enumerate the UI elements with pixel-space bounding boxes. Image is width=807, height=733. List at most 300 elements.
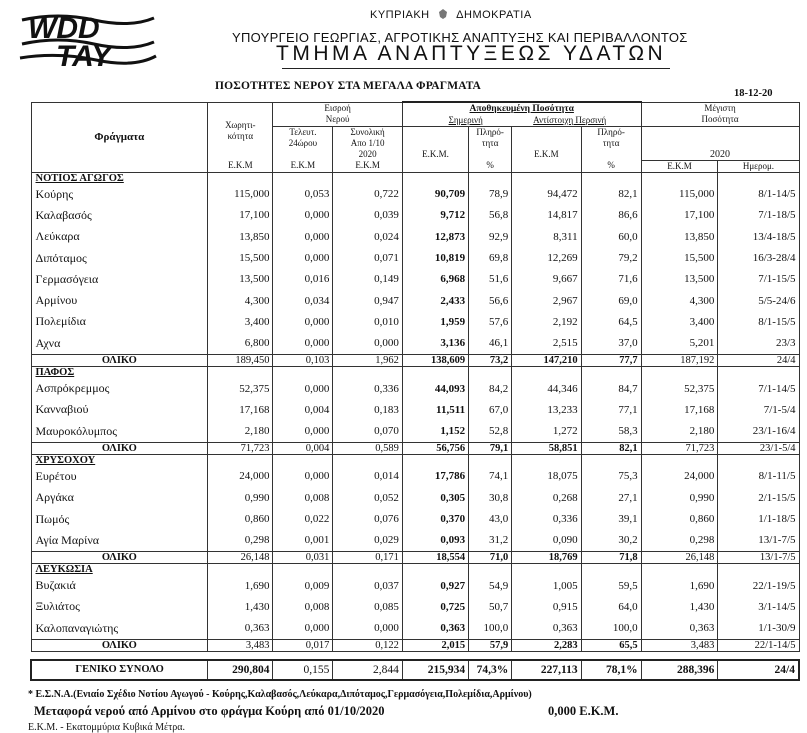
dam-storage-table <box>30 101 800 681</box>
section-filler <box>581 563 641 575</box>
max-quantity: 17,100 <box>641 205 718 226</box>
max-quantity: 4,300 <box>641 290 718 311</box>
spacer <box>31 651 799 660</box>
dam-name: Διπόταμος <box>31 247 208 268</box>
section-title <box>31 172 208 184</box>
section-total-row <box>31 551 799 563</box>
stored-last-year: 2,192 <box>512 311 581 332</box>
table-row <box>31 184 799 205</box>
table-row <box>31 487 799 508</box>
table-row <box>31 311 799 332</box>
stored-last-year: 12,269 <box>512 247 581 268</box>
coat-of-arms-icon <box>437 8 449 20</box>
max-quantity: 24,000 <box>641 466 718 487</box>
fill-today: 51,6 <box>469 269 512 290</box>
table-header <box>31 102 799 172</box>
stored-today: 90,709 <box>402 184 468 205</box>
report-date: 18-12-20 <box>734 88 773 99</box>
dam-name: Καλοπαναγιώτης <box>31 618 208 640</box>
table-row <box>31 205 799 226</box>
max-date: 16/3-28/4 <box>718 247 799 268</box>
section-filler <box>469 172 512 184</box>
max-quantity: 5,201 <box>641 333 718 355</box>
stored-last-year: 8,311 <box>512 226 581 247</box>
section-filler <box>333 172 402 184</box>
col-last-unit: Ε.Κ.Μ <box>512 127 581 161</box>
stored-last-year: 0,363 <box>512 618 581 640</box>
section-filler <box>512 172 581 184</box>
fill-last-year: 100,0 <box>581 618 641 640</box>
max-date: 8/1-15/5 <box>718 311 799 332</box>
max-date: 22/1-19/5 <box>718 575 799 596</box>
dam-name: Ευρέτου <box>31 466 208 487</box>
table-row <box>31 399 799 420</box>
fill-last-year: 58,3 <box>581 420 641 442</box>
inflow-total: 0,122 <box>333 639 402 651</box>
inflow-total: 0,076 <box>333 508 402 529</box>
section-filler <box>512 454 581 466</box>
section-header <box>31 366 799 378</box>
inflow-24h: 0,103 <box>273 354 333 366</box>
table-row <box>31 575 799 596</box>
fill-last-year: 64,0 <box>581 596 641 617</box>
max-quantity: 13,500 <box>641 269 718 290</box>
section-filler <box>208 454 273 466</box>
max-date: 23/1-16/4 <box>718 420 799 442</box>
col-last-year: Αντίστοιχη Περσινή <box>533 115 607 125</box>
total-label: ΟΛΙΚΟ <box>31 639 208 651</box>
max-date: 23/1-5/4 <box>718 442 799 454</box>
stored-last-year: 9,667 <box>512 269 581 290</box>
stored-last-year: 13,233 <box>512 399 581 420</box>
max-quantity: 0,990 <box>641 487 718 508</box>
capacity: 0,860 <box>208 508 273 529</box>
unit-inflow-total: Ε.Κ.Μ <box>333 160 402 172</box>
table-row <box>31 508 799 529</box>
capacity: 3,400 <box>208 311 273 332</box>
total-label: ΟΛΙΚΟ <box>31 551 208 563</box>
fill-last-year: 65,5 <box>581 639 641 651</box>
capacity: 15,500 <box>208 247 273 268</box>
fill-today: 57,6 <box>469 311 512 332</box>
section-filler <box>469 563 512 575</box>
capacity: 17,168 <box>208 399 273 420</box>
section-filler <box>402 454 468 466</box>
stored-last-year: 2,515 <box>512 333 581 355</box>
section-title-text: ΠΑΦΟΣ <box>35 366 75 378</box>
stored-today: 0,725 <box>402 596 468 617</box>
inflow-total: 0,171 <box>333 551 402 563</box>
section-filler <box>273 366 333 378</box>
fill-last-year: 82,1 <box>581 442 641 454</box>
section-filler <box>273 563 333 575</box>
transfer-value: 0,000 Ε.Κ.Μ. <box>548 704 619 718</box>
inflow-total: 1,962 <box>333 354 402 366</box>
stored-today: 9,712 <box>402 205 468 226</box>
fill-today: 71,0 <box>469 551 512 563</box>
col-stored-group: Αποθηκευμένη Ποσότητα Σημερινή Αντίστοιχη Περσινή <box>402 102 641 127</box>
col-max-date: Ημερομ. <box>718 160 799 172</box>
section-filler <box>718 563 799 575</box>
max-quantity: 187,192 <box>641 354 718 366</box>
section-filler <box>208 172 273 184</box>
dam-name: Αχνα <box>31 333 208 355</box>
max-date: 1/1-18/5 <box>718 508 799 529</box>
capacity: 26,148 <box>208 551 273 563</box>
grand-total-row <box>31 660 799 680</box>
stored-last-year: 2,967 <box>512 290 581 311</box>
inflow-total: 0,014 <box>333 466 402 487</box>
max-quantity: 2,180 <box>641 420 718 442</box>
fill-last-year: 64,5 <box>581 311 641 332</box>
max-date: 13/4-18/5 <box>718 226 799 247</box>
max-date: 24/4 <box>718 354 799 366</box>
capacity: 52,375 <box>208 378 273 399</box>
inflow-total: 0,085 <box>333 596 402 617</box>
col-inflow-total: Συνολική Απο 1/10 2020 <box>333 127 402 161</box>
section-filler <box>512 366 581 378</box>
unit-pct-today: % <box>469 160 512 172</box>
inflow-total: 0,000 <box>333 333 402 355</box>
section-filler <box>469 454 512 466</box>
inflow-total: 0,071 <box>333 247 402 268</box>
stored-last-year: 1,272 <box>512 420 581 442</box>
capacity: 24,000 <box>208 466 273 487</box>
section-filler <box>581 366 641 378</box>
inflow-total: 0,029 <box>333 530 402 552</box>
max-date: 8/1-14/5 <box>718 184 799 205</box>
stored-today: 138,609 <box>402 354 468 366</box>
inflow-total: 0,947 <box>333 290 402 311</box>
fill-last-year: 37,0 <box>581 333 641 355</box>
stored-today: 44,093 <box>402 378 468 399</box>
inflow-total: 0,336 <box>333 378 402 399</box>
section-header <box>31 172 799 184</box>
dam-name: Πολεμίδια <box>31 311 208 332</box>
republic-line <box>370 8 532 21</box>
col-today-fill: Πληρό- τητα <box>469 127 512 161</box>
inflow-total: 2,844 <box>333 660 402 680</box>
capacity: 189,450 <box>208 354 273 366</box>
col-max-group: Μέγιστη Ποσότητα <box>641 102 799 127</box>
fill-today: 30,8 <box>469 487 512 508</box>
max-quantity: 3,483 <box>641 639 718 651</box>
capacity: 290,804 <box>208 660 273 680</box>
inflow-total: 0,000 <box>333 618 402 640</box>
capacity: 13,850 <box>208 226 273 247</box>
max-date: 3/1-14/5 <box>718 596 799 617</box>
unit-max: Ε.Κ.Μ <box>641 160 718 172</box>
transfer-note <box>34 704 619 719</box>
unit-pct-last: % <box>581 160 641 172</box>
inflow-total: 0,052 <box>333 487 402 508</box>
fill-today: 56,8 <box>469 205 512 226</box>
inflow-24h: 0,004 <box>273 442 333 454</box>
inflow-24h: 0,000 <box>273 618 333 640</box>
capacity: 1,690 <box>208 575 273 596</box>
grand-total-label: ΓΕΝΙΚΟ ΣΥΝΟΛΟ <box>31 660 208 680</box>
capacity: 0,363 <box>208 618 273 640</box>
table-row <box>31 596 799 617</box>
capacity: 71,723 <box>208 442 273 454</box>
inflow-24h: 0,000 <box>273 420 333 442</box>
capacity: 3,483 <box>208 639 273 651</box>
department-name: ΤΜΗΜΑ ΑΝΑΠΤΥΞΕΩΣ ΥΔΑΤΩΝ <box>276 42 667 65</box>
table-row <box>31 420 799 442</box>
inflow-24h: 0,000 <box>273 247 333 268</box>
fill-last-year: 60,0 <box>581 226 641 247</box>
section-filler <box>208 563 273 575</box>
inflow-24h: 0,000 <box>273 378 333 399</box>
fill-last-year: 71,6 <box>581 269 641 290</box>
max-quantity: 115,000 <box>641 184 718 205</box>
dam-name: Ξυλιάτος <box>31 596 208 617</box>
max-date: 7/1-18/5 <box>718 205 799 226</box>
capacity: 2,180 <box>208 420 273 442</box>
max-date: 7/1-14/5 <box>718 378 799 399</box>
inflow-24h: 0,009 <box>273 575 333 596</box>
stored-today: 6,968 <box>402 269 468 290</box>
fill-today: 100,0 <box>469 618 512 640</box>
dam-name: Αγία Μαρίνα <box>31 530 208 552</box>
stored-today: 215,934 <box>402 660 468 680</box>
section-title <box>31 454 208 466</box>
section-filler <box>273 172 333 184</box>
fill-last-year: 77,7 <box>581 354 641 366</box>
section-filler <box>333 366 402 378</box>
stored-today: 0,093 <box>402 530 468 552</box>
footnote-esna: * Ε.Σ.Ν.Α.(Ενιαίο Σχέδιο Νοτίου Αγωγού - Κούρης,Καλαβασός,Λεύκαρα,Διπόταμος,Γερμασόγεια,Πολεμίδια,Αρμίνου) <box>28 689 532 700</box>
dam-name: Γερμασόγεια <box>31 269 208 290</box>
table-row <box>31 530 799 552</box>
table-body <box>31 172 799 680</box>
section-filler <box>333 454 402 466</box>
inflow-total: 0,039 <box>333 205 402 226</box>
section-filler <box>718 172 799 184</box>
max-date: 23/3 <box>718 333 799 355</box>
dam-name: Καλαβασός <box>31 205 208 226</box>
fill-last-year: 86,6 <box>581 205 641 226</box>
inflow-24h: 0,000 <box>273 333 333 355</box>
stored-last-year: 94,472 <box>512 184 581 205</box>
fill-today: 67,0 <box>469 399 512 420</box>
section-filler <box>512 563 581 575</box>
fill-today: 43,0 <box>469 508 512 529</box>
total-label: ΟΛΙΚΟ <box>31 354 208 366</box>
col-today: Σημερινή <box>448 115 483 125</box>
republic-right: ΔΗΜΟΚΡΑΤΙΑ <box>456 9 532 21</box>
fill-today: 69,8 <box>469 247 512 268</box>
dam-name: Βυζακιά <box>31 575 208 596</box>
max-quantity: 288,396 <box>641 660 718 680</box>
fill-today: 52,8 <box>469 420 512 442</box>
stored-today: 3,136 <box>402 333 468 355</box>
spacer-row <box>31 651 799 660</box>
report-title: ΠΟΣΟΤΗΤΕΣ ΝΕΡΟΥ ΣΤΑ ΜΕΓΑΛΑ ΦΡΑΓΜΑΤΑ <box>215 80 481 92</box>
section-title-text: ΝΟΤΙΟΣ ΑΓΩΓΟΣ <box>35 172 124 184</box>
section-filler <box>641 454 718 466</box>
capacity: 115,000 <box>208 184 273 205</box>
max-date: 2/1-15/5 <box>718 487 799 508</box>
fill-last-year: 84,7 <box>581 378 641 399</box>
stored-today: 1,152 <box>402 420 468 442</box>
stored-today: 11,511 <box>402 399 468 420</box>
table-row <box>31 247 799 268</box>
inflow-total: 0,149 <box>333 269 402 290</box>
stored-last-year: 0,268 <box>512 487 581 508</box>
max-date: 7/1-5/4 <box>718 399 799 420</box>
logo-text-bottom: TAY <box>56 40 112 70</box>
dam-name: Αρμίνου <box>31 290 208 311</box>
dam-name: Κανναβιού <box>31 399 208 420</box>
stored-today: 0,927 <box>402 575 468 596</box>
stored-last-year: 0,336 <box>512 508 581 529</box>
col-inflow-last: Τελευτ. 24ώρου <box>273 127 333 161</box>
stored-last-year: 0,915 <box>512 596 581 617</box>
fill-last-year: 27,1 <box>581 487 641 508</box>
inflow-total: 0,183 <box>333 399 402 420</box>
department-underline <box>282 68 670 69</box>
inflow-24h: 0,000 <box>273 466 333 487</box>
section-header <box>31 563 799 575</box>
table-row <box>31 378 799 399</box>
col-last-fill: Πληρό- τητα <box>581 127 641 161</box>
republic-left: ΚΥΠΡΙΑΚΗ <box>370 9 430 21</box>
total-label: ΟΛΙΚΟ <box>31 442 208 454</box>
max-quantity: 0,860 <box>641 508 718 529</box>
unit-inflow-last: Ε.Κ.Μ <box>273 160 333 172</box>
inflow-total: 0,070 <box>333 420 402 442</box>
inflow-24h: 0,053 <box>273 184 333 205</box>
fill-last-year: 82,1 <box>581 184 641 205</box>
section-filler <box>402 563 468 575</box>
table-row <box>31 226 799 247</box>
max-quantity: 0,363 <box>641 618 718 640</box>
stored-today: 56,756 <box>402 442 468 454</box>
inflow-24h: 0,031 <box>273 551 333 563</box>
col-max-year: 2020 <box>641 127 799 161</box>
section-total-row <box>31 639 799 651</box>
inflow-total: 0,010 <box>333 311 402 332</box>
stored-last-year: 0,090 <box>512 530 581 552</box>
col-dam: Φράγματα <box>31 102 208 172</box>
fill-last-year: 69,0 <box>581 290 641 311</box>
stored-today: 0,305 <box>402 487 468 508</box>
capacity: 13,500 <box>208 269 273 290</box>
fill-last-year: 79,2 <box>581 247 641 268</box>
fill-today: 78,9 <box>469 184 512 205</box>
dam-name: Αργάκα <box>31 487 208 508</box>
inflow-total: 0,024 <box>333 226 402 247</box>
section-filler <box>641 366 718 378</box>
dam-name: Μαυροκόλυμπος <box>31 420 208 442</box>
section-filler <box>333 563 402 575</box>
table-row <box>31 290 799 311</box>
capacity: 6,800 <box>208 333 273 355</box>
dam-name: Πωμός <box>31 508 208 529</box>
fill-today: 74,3% <box>469 660 512 680</box>
fill-last-year: 78,1% <box>581 660 641 680</box>
section-header <box>31 454 799 466</box>
section-title <box>31 366 208 378</box>
stored-last-year: 44,346 <box>512 378 581 399</box>
transfer-label: Μεταφορά νερού από Αρμίνου στο φράγμα Κούρη από 01/10/2020 <box>34 704 385 718</box>
max-date: 8/1-11/5 <box>718 466 799 487</box>
fill-today: 92,9 <box>469 226 512 247</box>
inflow-24h: 0,001 <box>273 530 333 552</box>
stored-last-year: 18,769 <box>512 551 581 563</box>
section-title-text: ΛΕΥΚΩΣΙΑ <box>35 563 93 575</box>
capacity: 0,990 <box>208 487 273 508</box>
unit-capacity: Ε.Κ.Μ <box>208 160 273 172</box>
fill-last-year: 71,8 <box>581 551 641 563</box>
inflow-total: 0,037 <box>333 575 402 596</box>
wdd-logo <box>18 6 158 70</box>
unit-legend: Ε.Κ.Μ. - Εκατομμύρια Κυβικά Μέτρα. <box>28 722 185 733</box>
inflow-24h: 0,022 <box>273 508 333 529</box>
fill-today: 84,2 <box>469 378 512 399</box>
stored-today: 12,873 <box>402 226 468 247</box>
max-date: 5/5-24/6 <box>718 290 799 311</box>
fill-today: 31,2 <box>469 530 512 552</box>
max-quantity: 1,690 <box>641 575 718 596</box>
ministry-name: ΥΠΟΥΡΓΕΙΟ ΓΕΩΡΓΙΑΣ, ΑΓΡΟΤΙΚΗΣ ΑΝΑΠΤΥΞΗΣ ΚΑΙ ΠΕΡΙΒΑΛΛΟΝΤΟΣ <box>232 30 688 45</box>
section-total-row <box>31 442 799 454</box>
inflow-total: 0,722 <box>333 184 402 205</box>
max-quantity: 17,168 <box>641 399 718 420</box>
table-row <box>31 618 799 640</box>
inflow-24h: 0,000 <box>273 311 333 332</box>
fill-today: 54,9 <box>469 575 512 596</box>
page-header <box>0 0 807 99</box>
fill-today: 57,9 <box>469 639 512 651</box>
stored-today: 2,433 <box>402 290 468 311</box>
max-date: 13/1-7/5 <box>718 551 799 563</box>
section-filler <box>273 454 333 466</box>
table-row <box>31 333 799 355</box>
capacity: 17,100 <box>208 205 273 226</box>
fill-today: 50,7 <box>469 596 512 617</box>
fill-last-year: 77,1 <box>581 399 641 420</box>
inflow-24h: 0,016 <box>273 269 333 290</box>
capacity: 1,430 <box>208 596 273 617</box>
max-quantity: 0,298 <box>641 530 718 552</box>
max-quantity: 13,850 <box>641 226 718 247</box>
dam-name: Ασπρόκρεμμος <box>31 378 208 399</box>
max-date: 7/1-15/5 <box>718 269 799 290</box>
max-date: 13/1-7/5 <box>718 530 799 552</box>
max-quantity: 15,500 <box>641 247 718 268</box>
max-quantity: 1,430 <box>641 596 718 617</box>
stored-last-year: 14,817 <box>512 205 581 226</box>
section-filler <box>581 172 641 184</box>
section-filler <box>641 563 718 575</box>
inflow-24h: 0,017 <box>273 639 333 651</box>
stored-last-year: 18,075 <box>512 466 581 487</box>
inflow-24h: 0,034 <box>273 290 333 311</box>
inflow-24h: 0,155 <box>273 660 333 680</box>
section-filler <box>402 366 468 378</box>
stored-today: 17,786 <box>402 466 468 487</box>
stored-today: 0,370 <box>402 508 468 529</box>
max-date: 24/4 <box>718 660 799 680</box>
stored-today: 0,363 <box>402 618 468 640</box>
col-capacity: Χωρητι- κότητα <box>208 102 273 160</box>
dam-name: Λεύκαρα <box>31 226 208 247</box>
stored-last-year: 147,210 <box>512 354 581 366</box>
col-inflow-group: Εισροή Νερού <box>273 102 402 127</box>
logo-text-top: WDD <box>28 12 100 45</box>
